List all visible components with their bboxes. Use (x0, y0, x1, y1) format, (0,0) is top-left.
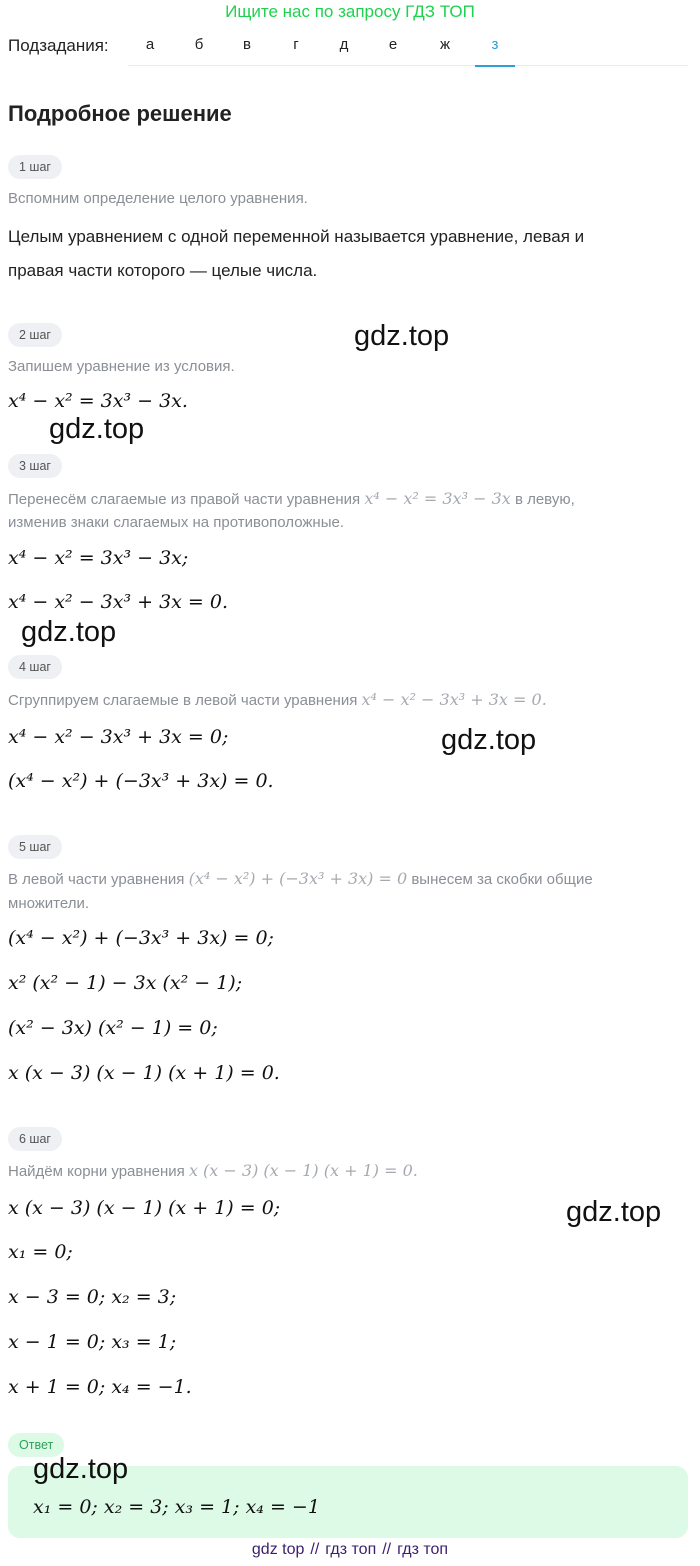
step-6-note-math: x (x − 3) (x − 1) (x + 1) = 0. (188, 1161, 418, 1180)
step-4-note-pre: Сгруппируем слагаемые в левой части уравнения (8, 692, 362, 709)
footer-separator: // (310, 1541, 320, 1558)
tab-zh[interactable]: ж (439, 36, 451, 53)
step-5-equation-4: x (x − 3) (x − 1) (x + 1) = 0. (8, 1062, 280, 1084)
step-3-note-pre: Перенесём слагаемые из правой части уравнения (8, 491, 365, 508)
step-5-equation-3: (x² − 3x) (x² − 1) = 0; (8, 1017, 218, 1039)
footer-link-gdz-top-ru-1[interactable]: гдз топ (325, 1541, 377, 1558)
answer-equation: x₁ = 0; x₂ = 3; x₃ = 1; x₄ = −1 (33, 1496, 320, 1518)
step-1-note: Вспомним определение целого уравнения. (8, 190, 308, 207)
step-5-badge: 5 шаг (8, 835, 62, 859)
step-6-root-2: x − 3 = 0; x₂ = 3; (8, 1286, 177, 1308)
step-3-note-math: x⁴ − x² = 3x³ − 3x (364, 489, 511, 508)
watermark: gdz.top (566, 1196, 662, 1228)
step-1-badge: 1 шаг (8, 155, 62, 179)
footer-link-gdz-top[interactable]: gdz top (251, 1541, 305, 1558)
step-3-note-post: в левую, (510, 491, 575, 508)
step-4-equation-1: x⁴ − x² − 3x³ + 3x = 0; (8, 726, 229, 748)
step-6-equation-1: x (x − 3) (x − 1) (x + 1) = 0; (8, 1197, 281, 1219)
step-3-note-line-2: изменив знаки слагаемых на противоположные. (8, 514, 345, 531)
tab-b[interactable]: б (194, 36, 204, 53)
tab-g[interactable]: г (293, 36, 299, 53)
step-6-badge: 6 шаг (8, 1127, 62, 1151)
footer-link-gdz-top-ru-2[interactable]: гдз топ (397, 1541, 449, 1558)
promo-banner: Ищите нас по запросу ГДЗ ТОП (225, 2, 475, 21)
watermark: gdz.top (354, 320, 450, 352)
step-1-definition-line-2: правая части которого — целые числа. (8, 261, 318, 280)
step-2-note: Запишем уравнение из условия. (8, 358, 235, 375)
step-5-equation-1: (x⁴ − x²) + (−3x³ + 3x) = 0; (8, 927, 274, 949)
watermark: gdz.top (21, 616, 117, 648)
watermark: gdz.top (33, 1453, 129, 1485)
step-6-note (8, 1159, 668, 1184)
step-2-badge: 2 шаг (8, 323, 62, 347)
step-3-equation-1: x⁴ − x² = 3x³ − 3x; (8, 547, 189, 569)
step-1-definition-line-1: Целым уравнением с одной переменной называется уравнение, левая и (8, 227, 585, 246)
step-2-equation: x⁴ − x² = 3x³ − 3x. (8, 390, 188, 412)
step-5-note-post: вынесем за скобки общие (407, 871, 593, 888)
footer-separator: // (382, 1541, 392, 1558)
step-3-note (8, 487, 668, 512)
watermark: gdz.top (441, 724, 537, 756)
step-5-note-math: (x⁴ − x²) + (−3x³ + 3x) = 0 (188, 869, 408, 888)
step-4-note-math: x⁴ − x² − 3x³ + 3x = 0. (361, 690, 547, 709)
step-4-note (8, 688, 668, 713)
tab-z[interactable]: з (475, 36, 515, 66)
step-6-note-pre: Найдём корни уравнения (8, 1163, 189, 1180)
watermark: gdz.top (49, 413, 145, 445)
step-3-badge: 3 шаг (8, 454, 62, 478)
footer-links (0, 1541, 700, 1559)
step-5-note-pre: В левой части уравнения (8, 871, 189, 888)
answer-badge: Ответ (8, 1433, 64, 1457)
step-3-equation-2: x⁴ − x² − 3x³ + 3x = 0. (8, 591, 229, 613)
step-4-badge: 4 шаг (8, 655, 62, 679)
step-6-root-1: x₁ = 0; (8, 1241, 73, 1263)
tab-e[interactable]: е (388, 36, 398, 53)
step-5-note (8, 867, 668, 892)
step-5-equation-2: x² (x² − 1) − 3x (x² − 1); (8, 972, 243, 994)
subtasks-label: Подзадания: (8, 36, 109, 55)
step-6-root-3: x − 1 = 0; x₃ = 1; (8, 1331, 177, 1353)
step-5-note-line-2: множители. (8, 895, 90, 912)
step-4-equation-2: (x⁴ − x²) + (−3x³ + 3x) = 0. (8, 770, 274, 792)
solution-title: Подробное решение (8, 101, 232, 126)
tab-a[interactable]: а (145, 36, 155, 53)
tab-d[interactable]: д (339, 36, 349, 53)
step-6-root-4: x + 1 = 0; x₄ = −1. (8, 1376, 192, 1398)
tab-v[interactable]: в (243, 36, 251, 53)
subtasks-tabs (128, 28, 688, 66)
